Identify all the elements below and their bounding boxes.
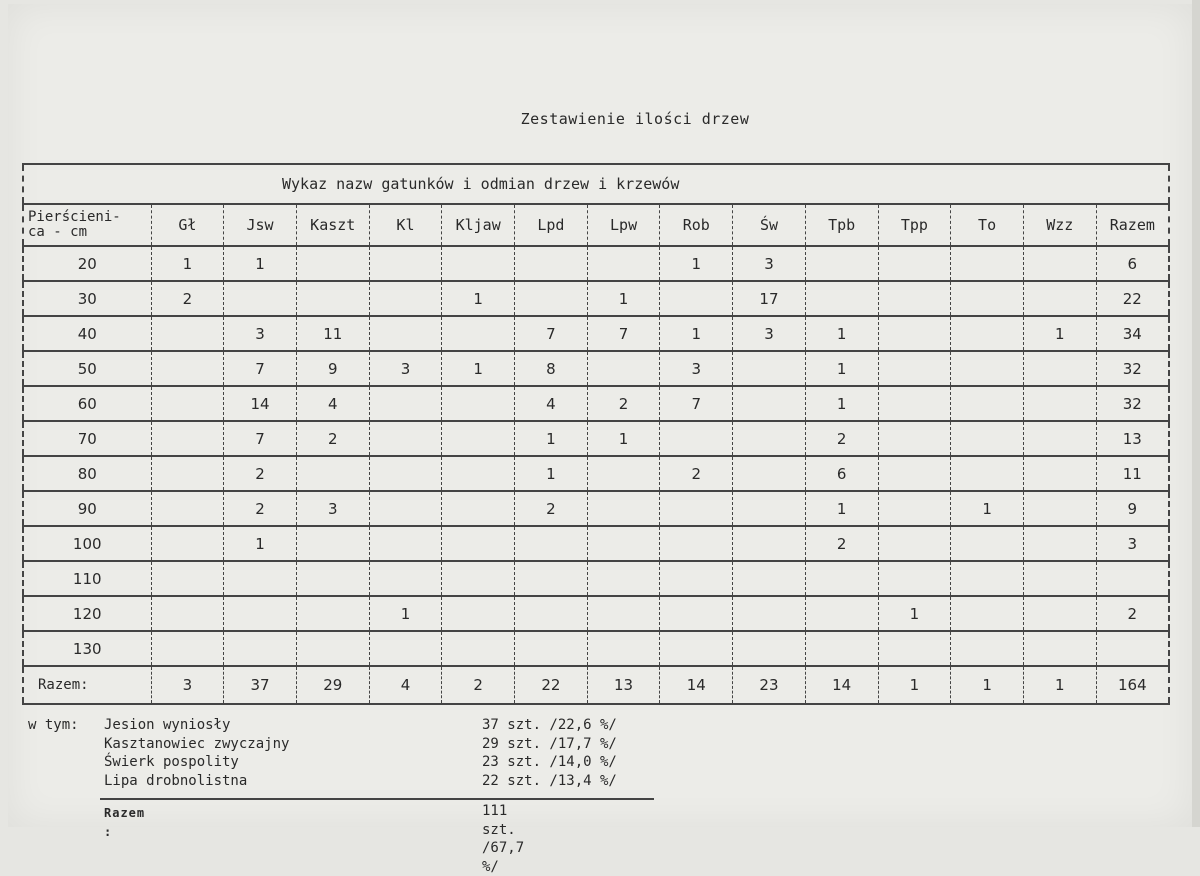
table-cell bbox=[1023, 351, 1096, 386]
table-cell bbox=[151, 631, 224, 666]
table-cell bbox=[878, 561, 951, 596]
table-cell: 3 bbox=[1096, 526, 1169, 561]
total-cell: 1 bbox=[878, 666, 951, 704]
table-cell bbox=[1023, 421, 1096, 456]
table-cell bbox=[660, 596, 733, 631]
table-cell: 32 bbox=[1096, 386, 1169, 421]
total-cell: 2 bbox=[442, 666, 515, 704]
table-row bbox=[23, 526, 1169, 561]
table-cell bbox=[733, 421, 806, 456]
table-cell bbox=[1023, 596, 1096, 631]
table-cell: 1 bbox=[660, 246, 733, 281]
table-cell: 9 bbox=[1096, 491, 1169, 526]
table-cell: 2 bbox=[296, 421, 369, 456]
table-cell: 1 bbox=[515, 421, 588, 456]
diameter-column-header bbox=[23, 204, 151, 246]
table-cell: 9 bbox=[296, 351, 369, 386]
table-cell: 3 bbox=[660, 351, 733, 386]
diameter-header-line1: Pierścieni- bbox=[28, 209, 121, 225]
table-cell bbox=[805, 281, 878, 316]
column-header-12: Wzz bbox=[1023, 204, 1096, 246]
table-cell: 1 bbox=[224, 246, 297, 281]
table-cell: 2 bbox=[515, 491, 588, 526]
table-cell: 2 bbox=[151, 281, 224, 316]
table-cell bbox=[878, 631, 951, 666]
document-title: Zestawienie ilości drzew bbox=[520, 110, 750, 128]
summary-total-value: 111 szt. /67,7 %/ bbox=[482, 803, 525, 875]
summary-divider-right bbox=[458, 798, 654, 800]
table-cell bbox=[442, 491, 515, 526]
total-cell: 29 bbox=[296, 666, 369, 704]
table-cell bbox=[878, 246, 951, 281]
table-cell bbox=[151, 316, 224, 351]
table-cell bbox=[296, 631, 369, 666]
column-header-3: Kl bbox=[369, 204, 442, 246]
table-cell: 6 bbox=[1096, 246, 1169, 281]
column-header-0: Gł bbox=[151, 204, 224, 246]
row-diameter-label: 70 bbox=[23, 421, 151, 456]
table-cell: 17 bbox=[733, 281, 806, 316]
table-cell: 7 bbox=[660, 386, 733, 421]
total-row-label: Razem: bbox=[23, 666, 151, 704]
summary-species-quantity: 37 szt. /22,6 %/ bbox=[482, 717, 617, 733]
table-cell: 1 bbox=[369, 596, 442, 631]
total-row bbox=[23, 666, 1169, 704]
table-cell bbox=[1023, 281, 1096, 316]
table-cell bbox=[660, 491, 733, 526]
table-cell bbox=[1023, 246, 1096, 281]
table-cell bbox=[587, 491, 660, 526]
table-cell bbox=[369, 456, 442, 491]
table-cell bbox=[151, 596, 224, 631]
table-cell bbox=[369, 631, 442, 666]
table-cell bbox=[515, 281, 588, 316]
table-cell bbox=[1023, 456, 1096, 491]
species-header-row bbox=[23, 164, 1169, 204]
table-cell bbox=[151, 456, 224, 491]
table-cell bbox=[296, 456, 369, 491]
summary-species-name: Jesion wyniosły bbox=[104, 717, 231, 733]
table-cell bbox=[733, 561, 806, 596]
table-cell bbox=[151, 561, 224, 596]
table-cell bbox=[733, 596, 806, 631]
table-cell: 4 bbox=[296, 386, 369, 421]
table-cell: 2 bbox=[805, 421, 878, 456]
table-cell: 13 bbox=[1096, 421, 1169, 456]
table-cell bbox=[951, 561, 1024, 596]
table-cell: 1 bbox=[442, 281, 515, 316]
summary-prefix: w tym: bbox=[28, 717, 79, 733]
column-header-9: Tpb bbox=[805, 204, 878, 246]
table-cell bbox=[660, 526, 733, 561]
table-cell bbox=[296, 561, 369, 596]
total-cell: 37 bbox=[224, 666, 297, 704]
table-cell: 1 bbox=[805, 491, 878, 526]
table-cell: 7 bbox=[224, 351, 297, 386]
table-cell bbox=[369, 281, 442, 316]
row-diameter-label: 120 bbox=[23, 596, 151, 631]
table-cell bbox=[296, 526, 369, 561]
table-cell bbox=[951, 631, 1024, 666]
summary-species-name: Kasztanowiec zwyczajny bbox=[104, 735, 290, 752]
table-cell bbox=[733, 456, 806, 491]
tree-count-table bbox=[22, 163, 1170, 705]
total-cell: 1 bbox=[1023, 666, 1096, 704]
total-cell: 22 bbox=[515, 666, 588, 704]
table-cell bbox=[151, 351, 224, 386]
table-cell: 2 bbox=[224, 491, 297, 526]
table-cell bbox=[878, 456, 951, 491]
table-row bbox=[23, 456, 1169, 491]
table-cell bbox=[369, 316, 442, 351]
table-cell bbox=[878, 421, 951, 456]
diameter-header-line2: ca - cm bbox=[28, 224, 88, 240]
table-cell bbox=[369, 491, 442, 526]
table-cell bbox=[515, 526, 588, 561]
table-cell: 7 bbox=[515, 316, 588, 351]
table-cell bbox=[878, 526, 951, 561]
table-cell: 2 bbox=[805, 526, 878, 561]
total-cell: 164 bbox=[1096, 666, 1169, 704]
table-cell bbox=[442, 386, 515, 421]
table-cell: 14 bbox=[224, 386, 297, 421]
row-diameter-label: 40 bbox=[23, 316, 151, 351]
total-cell: 23 bbox=[733, 666, 806, 704]
table-cell bbox=[224, 631, 297, 666]
table-cell: 1 bbox=[660, 316, 733, 351]
table-cell bbox=[515, 631, 588, 666]
table-cell bbox=[587, 561, 660, 596]
table-row bbox=[23, 281, 1169, 316]
table-cell: 34 bbox=[1096, 316, 1169, 351]
table-cell: 3 bbox=[224, 316, 297, 351]
table-row bbox=[23, 246, 1169, 281]
table-cell: 1 bbox=[805, 316, 878, 351]
column-header-8: Św bbox=[733, 204, 806, 246]
column-header-row bbox=[23, 204, 1169, 246]
table-cell bbox=[878, 316, 951, 351]
summary-species-quantity: 23 szt. /14,0 %/ bbox=[482, 754, 617, 770]
table-cell bbox=[442, 316, 515, 351]
table-cell bbox=[224, 281, 297, 316]
total-cell: 4 bbox=[369, 666, 442, 704]
table-cell: 2 bbox=[224, 456, 297, 491]
table-cell bbox=[805, 246, 878, 281]
table-row bbox=[23, 421, 1169, 456]
table-row bbox=[23, 491, 1169, 526]
table-cell bbox=[1096, 561, 1169, 596]
summary-total-label: Razem : bbox=[104, 806, 146, 839]
table-cell: 1 bbox=[805, 351, 878, 386]
row-diameter-label: 20 bbox=[23, 246, 151, 281]
row-diameter-label: 90 bbox=[23, 491, 151, 526]
table-cell: 7 bbox=[224, 421, 297, 456]
table-cell bbox=[296, 246, 369, 281]
row-diameter-label: 80 bbox=[23, 456, 151, 491]
total-cell: 3 bbox=[151, 666, 224, 704]
summary-species-quantity: 22 szt. /13,4 %/ bbox=[482, 772, 617, 789]
table-cell bbox=[1096, 631, 1169, 666]
column-header-2: Kaszt bbox=[296, 204, 369, 246]
table-cell: 7 bbox=[587, 316, 660, 351]
table-cell bbox=[951, 246, 1024, 281]
table-cell bbox=[442, 596, 515, 631]
table-cell: 2 bbox=[1096, 596, 1169, 631]
column-header-7: Rob bbox=[660, 204, 733, 246]
column-header-13: Razem bbox=[1096, 204, 1169, 246]
table-cell bbox=[1023, 491, 1096, 526]
table-cell bbox=[1023, 561, 1096, 596]
total-cell: 1 bbox=[951, 666, 1024, 704]
table-cell bbox=[1023, 386, 1096, 421]
table-cell bbox=[733, 351, 806, 386]
table-cell bbox=[660, 561, 733, 596]
table-cell bbox=[515, 596, 588, 631]
table-cell bbox=[224, 561, 297, 596]
table-cell bbox=[733, 631, 806, 666]
table-cell bbox=[587, 351, 660, 386]
table-row bbox=[23, 631, 1169, 666]
table-cell bbox=[660, 631, 733, 666]
table-cell bbox=[951, 526, 1024, 561]
total-cell: 13 bbox=[587, 666, 660, 704]
table-cell bbox=[660, 281, 733, 316]
table-cell bbox=[442, 421, 515, 456]
table-cell bbox=[442, 561, 515, 596]
row-diameter-label: 130 bbox=[23, 631, 151, 666]
table-cell: 1 bbox=[1023, 316, 1096, 351]
table-row bbox=[23, 316, 1169, 351]
table-cell: 6 bbox=[805, 456, 878, 491]
table-cell bbox=[878, 351, 951, 386]
table-cell bbox=[587, 246, 660, 281]
row-diameter-label: 110 bbox=[23, 561, 151, 596]
table-cell bbox=[151, 386, 224, 421]
table-cell bbox=[951, 281, 1024, 316]
table-cell bbox=[369, 561, 442, 596]
table-cell bbox=[587, 631, 660, 666]
table-cell: 4 bbox=[515, 386, 588, 421]
table-cell bbox=[151, 421, 224, 456]
table-row bbox=[23, 561, 1169, 596]
table-cell: 11 bbox=[296, 316, 369, 351]
total-cell: 14 bbox=[805, 666, 878, 704]
table-cell: 32 bbox=[1096, 351, 1169, 386]
table-cell bbox=[369, 386, 442, 421]
table-cell bbox=[878, 386, 951, 421]
table-cell bbox=[515, 561, 588, 596]
table-cell bbox=[805, 631, 878, 666]
column-header-5: Lpd bbox=[515, 204, 588, 246]
table-cell: 3 bbox=[369, 351, 442, 386]
table-cell bbox=[805, 561, 878, 596]
table-cell: 11 bbox=[1096, 456, 1169, 491]
table-row bbox=[23, 386, 1169, 421]
table-cell bbox=[878, 491, 951, 526]
summary-species-name: Lipa drobnolistna bbox=[104, 772, 248, 789]
summary-divider-left bbox=[100, 798, 468, 800]
table-cell bbox=[369, 246, 442, 281]
table-cell: 3 bbox=[296, 491, 369, 526]
table-cell: 1 bbox=[805, 386, 878, 421]
table-cell: 3 bbox=[733, 246, 806, 281]
table-cell bbox=[1023, 526, 1096, 561]
table-cell bbox=[1023, 631, 1096, 666]
table-cell: 1 bbox=[587, 421, 660, 456]
table-cell bbox=[951, 456, 1024, 491]
table-cell bbox=[660, 421, 733, 456]
table-cell: 2 bbox=[587, 386, 660, 421]
table-cell bbox=[951, 351, 1024, 386]
table-cell bbox=[805, 596, 878, 631]
table-cell bbox=[296, 596, 369, 631]
total-cell: 14 bbox=[660, 666, 733, 704]
table-cell bbox=[442, 456, 515, 491]
row-diameter-label: 60 bbox=[23, 386, 151, 421]
table-cell bbox=[442, 631, 515, 666]
table-cell: 22 bbox=[1096, 281, 1169, 316]
table-cell: 1 bbox=[587, 281, 660, 316]
table-cell: 1 bbox=[951, 491, 1024, 526]
table-cell bbox=[587, 456, 660, 491]
table-cell bbox=[151, 526, 224, 561]
table-cell bbox=[733, 526, 806, 561]
table-cell bbox=[515, 246, 588, 281]
row-diameter-label: 100 bbox=[23, 526, 151, 561]
table-cell bbox=[369, 526, 442, 561]
row-diameter-label: 30 bbox=[23, 281, 151, 316]
table-cell bbox=[442, 246, 515, 281]
table-cell: 3 bbox=[733, 316, 806, 351]
row-diameter-label: 50 bbox=[23, 351, 151, 386]
table-row bbox=[23, 351, 1169, 386]
table-cell bbox=[733, 386, 806, 421]
table-cell bbox=[951, 386, 1024, 421]
species-header: Wykaz nazw gatunków i odmian drzew i krzewów bbox=[23, 164, 1169, 204]
table-cell bbox=[951, 596, 1024, 631]
table-cell bbox=[951, 316, 1024, 351]
summary-species-quantity: 29 szt. /17,7 %/ bbox=[482, 735, 617, 752]
table-cell: 1 bbox=[878, 596, 951, 631]
table-cell bbox=[151, 491, 224, 526]
column-header-6: Lpw bbox=[587, 204, 660, 246]
table-cell: 1 bbox=[515, 456, 588, 491]
summary-species-name: Świerk pospolity bbox=[104, 754, 239, 770]
table-cell: 1 bbox=[151, 246, 224, 281]
table-row bbox=[23, 596, 1169, 631]
table-cell: 1 bbox=[442, 351, 515, 386]
table-cell bbox=[224, 596, 297, 631]
column-header-4: Kljaw bbox=[442, 204, 515, 246]
table-cell bbox=[878, 281, 951, 316]
table-cell bbox=[733, 491, 806, 526]
table-cell: 8 bbox=[515, 351, 588, 386]
table-cell: 1 bbox=[224, 526, 297, 561]
table-cell bbox=[587, 526, 660, 561]
table-cell bbox=[442, 526, 515, 561]
column-header-1: Jsw bbox=[224, 204, 297, 246]
table-cell bbox=[587, 596, 660, 631]
table-cell bbox=[369, 421, 442, 456]
table-cell bbox=[951, 421, 1024, 456]
table-cell: 2 bbox=[660, 456, 733, 491]
column-header-10: Tpp bbox=[878, 204, 951, 246]
column-header-11: To bbox=[951, 204, 1024, 246]
table-cell bbox=[296, 281, 369, 316]
